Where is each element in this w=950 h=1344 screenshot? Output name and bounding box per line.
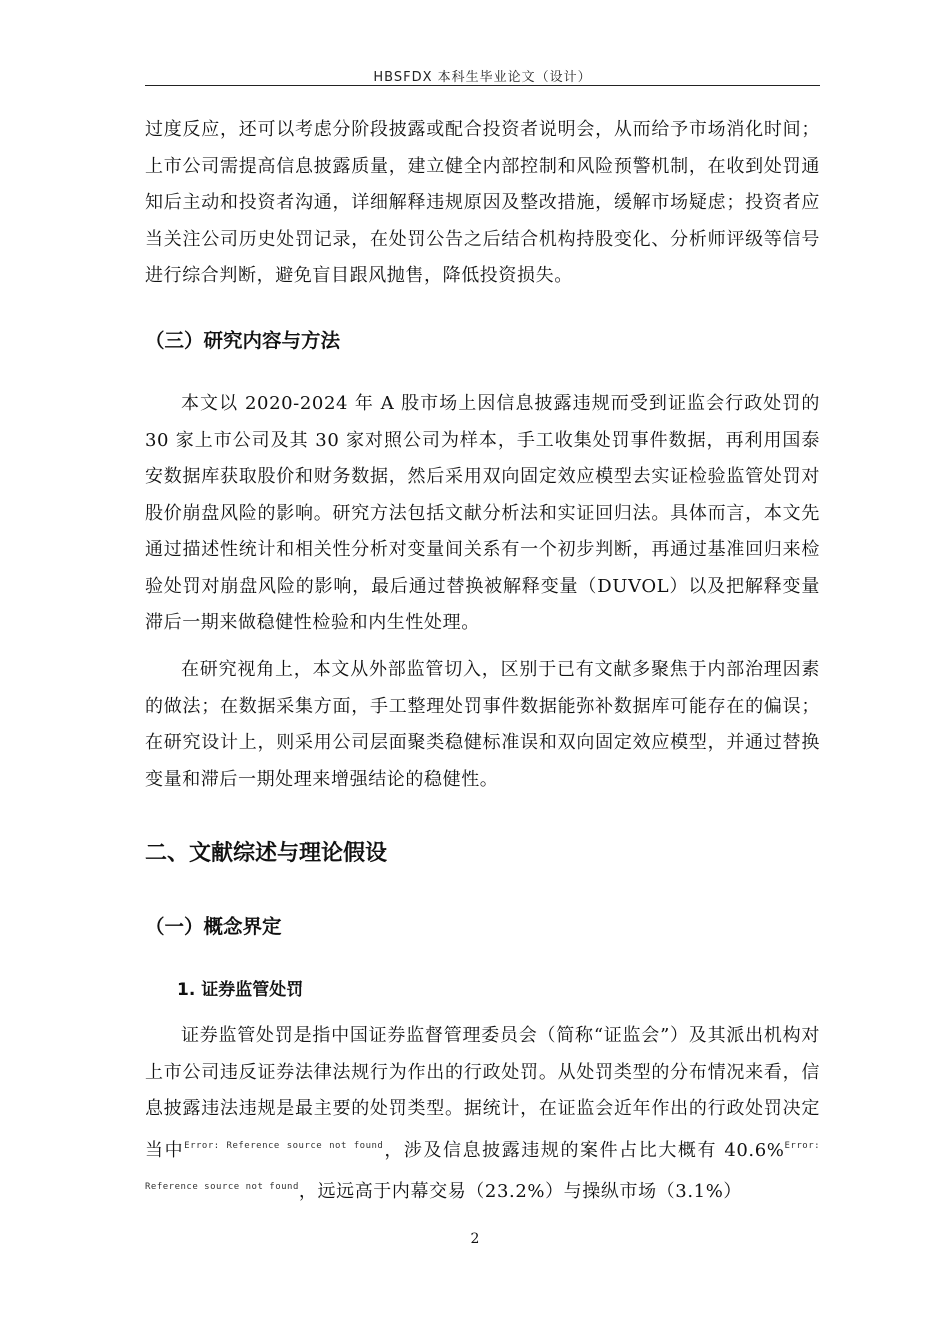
section-heading-research-content: （三）研究内容与方法 xyxy=(145,329,341,352)
page-number: 2 xyxy=(470,1231,480,1247)
securities-penalty-paragraph xyxy=(145,1018,820,1211)
error-reference-1: Error: Reference source not found xyxy=(184,1140,384,1151)
research-paragraph-1: 本文以 2020-2024 年 A 股市场上因信息披露违规而受到证监会行政处罚的 30 家上市公司及其 30 家对照公司为样本，手工收集处罚事件数据，再利用国泰安数据库获取股价和财务数据，然后采用双向固定效应模型去实证检验监管处罚对股价崩盘风险的影响。研究方法包括文献分析法和实证回归法。具体而言，本文先通过描述性统计和相关性分析对变量间关系有一个初步判断，再通过基准回归来检验处罚对崩盘风险的影响，最后通过替换被解释变量（DUVOL）以及把解释变量滞后一期来做稳健性检验和内生性处理。 xyxy=(145,393,820,633)
paragraph-text-part-a: 证券监管处罚是指中国证券监督管理委员会（简称“证监会”）及其派出机构对上市公司违反证券法律法规行为作出的行政处罚。从处罚类型的分布情况来看，信息披露违法违规是最主要的处罚类型。据统计，在证监会近年作出的行政处罚决定当中 xyxy=(145,1025,820,1161)
paragraph-text-part-c: ，远远高于内幕交易（23.2%）与操纵市场（3.1%） xyxy=(298,1181,742,1202)
paragraph-text-part-b: ，涉及信息披露违规的案件占比大概有 40.6% xyxy=(383,1139,785,1161)
error-reference-2: Error: Reference source not found xyxy=(145,1140,821,1192)
chapter-heading-literature-review: 二、文献综述与理论假设 xyxy=(145,841,388,866)
subsection-heading-securities-penalty: 1. 证券监管处罚 xyxy=(177,980,304,1000)
intro-paragraph: 过度反应，还可以考虑分阶段披露或配合投资者说明会，从而给予市场消化时间；上市公司需提高信息披露质量，建立健全内部控制和风险预警机制，在收到处罚通知后主动和投资者沟通，详细解释违规原因及整改措施，缓解市场疑虑；投资者应当关注公司历史处罚记录，在处罚公告之后结合机构持股变化、分析师评级等信号进行综合判断，避免盲目跟风抛售，降低投资损失。 xyxy=(145,119,820,286)
running-header: HBSFDX 本科生毕业论文（设计） xyxy=(373,70,592,85)
research-paragraph-2: 在研究视角上，本文从外部监管切入，区别于已有文献多聚焦于内部治理因素的做法；在数据采集方面，手工整理处罚事件数据能弥补数据库可能存在的偏误；在研究设计上，则采用公司层面聚类稳健标准误和双向固定效应模型，并通过替换变量和滞后一期处理来增强结论的稳健性。 xyxy=(145,659,820,790)
header-rule xyxy=(145,85,820,86)
section-heading-concept-definition: （一）概念界定 xyxy=(145,915,282,938)
